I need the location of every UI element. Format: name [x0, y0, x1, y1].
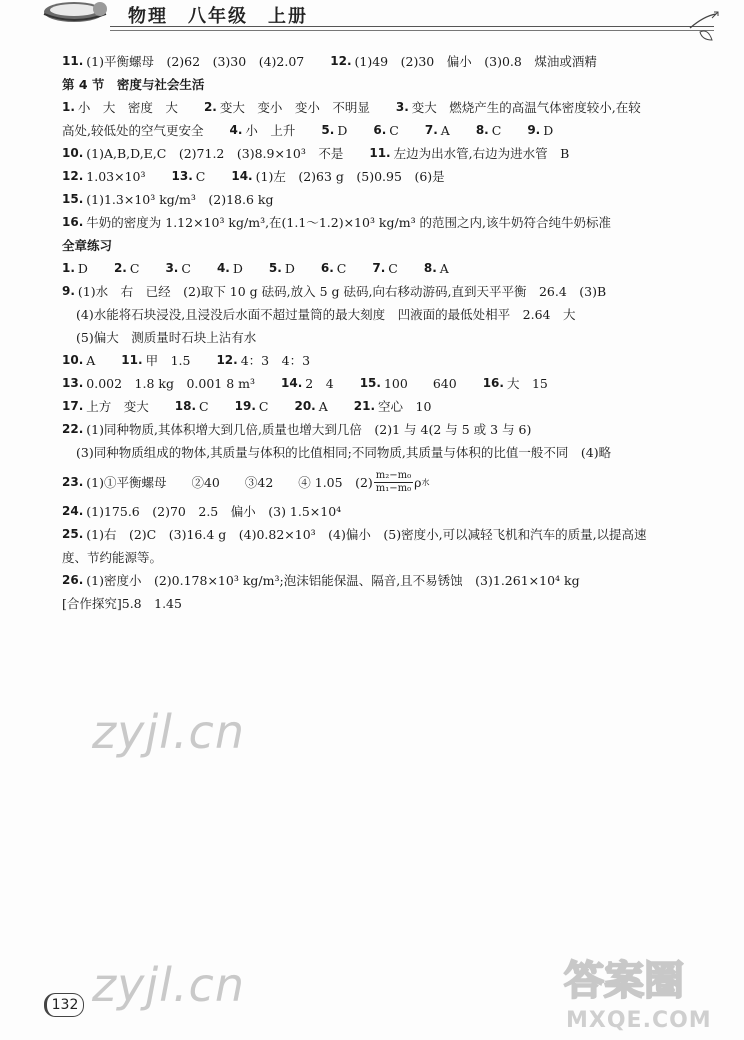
- question-number: 13.: [62, 376, 84, 390]
- question-number: 2.: [203, 100, 217, 114]
- svg-text:答案圈: 答案圈: [564, 958, 684, 1004]
- question-number: 11.: [121, 353, 143, 367]
- question-number: 7.: [424, 123, 438, 137]
- answer-content: [62, 50, 712, 615]
- question-number: 20.: [294, 399, 316, 413]
- question-number: 17.: [62, 399, 84, 413]
- answer-text: 甲 1.5: [145, 353, 191, 368]
- answer-line: [62, 464, 712, 500]
- answer-line: [62, 211, 712, 234]
- answer-line: [62, 372, 712, 395]
- answer-line: [62, 96, 712, 119]
- answer-text: 牛奶的密度为 1.12×10³ kg/m³,在(1.1～1.2)×10³ kg/m³ 的范围之内,该牛奶符合纯牛奶标准: [86, 215, 612, 230]
- answer-line: [62, 500, 712, 523]
- question-number: 10.: [62, 146, 84, 160]
- answer-text: C: [181, 261, 191, 276]
- answer-text: (4)水能将石块浸没,且浸没后水面不超过量筒的最大刻度 凹液面的最低处相平 2.64 大: [76, 307, 576, 322]
- answer-text: 2 4: [305, 376, 334, 391]
- question-number: 8.: [475, 123, 489, 137]
- fraction-denominator: m₁−m₀: [375, 482, 412, 494]
- answer-line: [62, 165, 712, 188]
- answer-text: C: [336, 261, 347, 276]
- question-number: 8.: [423, 261, 437, 275]
- answer-text: 空心 10: [378, 399, 432, 414]
- answer-text: 大 15: [506, 376, 548, 391]
- question-number: 3.: [395, 100, 409, 114]
- formula-fraction: [374, 470, 413, 495]
- question-number: 6.: [373, 123, 387, 137]
- question-number: 4.: [216, 261, 230, 275]
- section-heading: [62, 234, 712, 257]
- question-number: 12.: [330, 54, 352, 68]
- answer-text: 100 640: [383, 376, 457, 391]
- answer-text: D: [337, 123, 348, 138]
- question-number: 1.: [62, 261, 75, 275]
- question-number: 18.: [174, 399, 197, 413]
- question-number: 11.: [369, 146, 391, 160]
- question-number: 23.: [62, 474, 84, 489]
- answer-text: 小 上升: [245, 123, 296, 138]
- answer-line: [62, 142, 712, 165]
- answer-line: [62, 395, 712, 418]
- question-number: 6.: [320, 261, 334, 275]
- section-heading: [62, 73, 712, 96]
- answer-text: (1)A,B,D,E,C (2)71.2 (3)8.9×10³ 不是: [86, 146, 344, 161]
- answer-text: D: [77, 261, 88, 276]
- answer-line: [62, 592, 712, 615]
- answer-text: 上方 变大: [86, 399, 149, 414]
- answer-text: A: [440, 123, 450, 138]
- answer-text: 小 大 密度 大: [77, 100, 178, 115]
- question-number: 5.: [268, 261, 282, 275]
- answer-site-url: MXQE.COM: [566, 1008, 712, 1033]
- answer-text: 度、节约能源等。: [62, 550, 163, 565]
- header-rule: [110, 26, 714, 27]
- density-symbol: ρ: [414, 474, 422, 490]
- answer-text: (1)平衡螺母 (2)62 (3)30 (4)2.07: [86, 54, 305, 69]
- answer-line: [62, 188, 712, 211]
- answer-line: [62, 257, 712, 280]
- answer-text: D: [543, 123, 554, 138]
- question-number: 9.: [527, 123, 541, 137]
- book-emblem-icon: [40, 0, 120, 26]
- fraction-numerator: m₂−m₀: [375, 469, 412, 481]
- answer-text: 1.03×10³: [86, 169, 146, 184]
- answer-text: (1)①平衡螺母 ②40 ③42 ④ 1.05 (2): [86, 474, 373, 490]
- answer-text: 变大 燃烧产生的高温气体密度较小,在较: [411, 100, 641, 115]
- question-number: 15.: [62, 192, 84, 206]
- answer-text: C: [491, 123, 502, 138]
- answer-line: [62, 50, 712, 73]
- answer-text: C: [389, 123, 399, 138]
- watermark-text: zyjl.cn: [92, 705, 245, 759]
- answer-line: [62, 119, 712, 142]
- answer-text: C: [195, 169, 206, 184]
- question-number: 12.: [62, 169, 84, 183]
- answer-line: [62, 441, 712, 464]
- question-number: 11.: [62, 54, 84, 68]
- answer-text: C: [199, 399, 209, 414]
- answer-text: D: [284, 261, 295, 276]
- answer-line: [62, 418, 712, 441]
- question-number: 3.: [165, 261, 179, 275]
- answer-text: C: [129, 261, 140, 276]
- question-number: 13.: [171, 169, 193, 183]
- answer-line: [62, 280, 712, 303]
- answer-text: 左边为出水管,右边为进水管 B: [393, 146, 570, 161]
- answer-text: (1)175.6 (2)70 2.5 偏小 (3) 1.5×10⁴: [86, 504, 342, 519]
- question-number: 7.: [372, 261, 386, 275]
- question-number: 25.: [62, 527, 84, 541]
- answer-text: [合作探究]5.8 1.45: [62, 596, 182, 611]
- question-number: 2.: [113, 261, 127, 275]
- answer-text: (1)左 (2)63 g (5)0.95 (6)是: [255, 169, 445, 184]
- answer-line: [62, 569, 712, 592]
- question-number: 19.: [234, 399, 256, 413]
- answer-line: [62, 349, 712, 372]
- leaf-decoration-icon: [686, 10, 722, 44]
- answer-text: (1)水 右 已经 (2)取下 10 g 砝码,放入 5 g 砝码,向右移动游码,直到天平平衡 26.4 (3)B: [77, 284, 607, 299]
- answer-line: [62, 546, 712, 569]
- header-rule-thin: [110, 30, 714, 31]
- page-number: 132: [44, 993, 84, 1017]
- answer-text: (1)密度小 (2)0.178×10³ kg/m³;泡沫铝能保温、隔音,且不易锈蚀 (3)1.261×10⁴ kg: [86, 573, 580, 588]
- answer-text: A: [86, 353, 96, 368]
- density-subscript: 水: [421, 477, 430, 487]
- section-title: 第 4 节 密度与社会生活: [62, 77, 205, 92]
- question-number: 9.: [62, 284, 75, 298]
- answer-text: 0.002 1.8 kg 0.001 8 m³: [86, 376, 256, 391]
- question-number: 1.: [62, 100, 75, 114]
- watermark-text-bottom: zyjl.cn: [92, 958, 245, 1012]
- answer-line: [62, 326, 712, 349]
- question-number: 26.: [62, 573, 84, 587]
- question-number: 14.: [231, 169, 253, 183]
- answer-text: (1)49 (2)30 偏小 (3)0.8 煤油或酒精: [354, 54, 597, 69]
- question-number: 12.: [216, 353, 238, 367]
- answer-text: A: [439, 261, 449, 276]
- question-number: 14.: [281, 376, 303, 390]
- answer-text: (5)偏大 测质量时石块上沾有水: [76, 330, 257, 345]
- answer-text: (3)同种物质组成的物体,其质量与体积的比值相同;不同物质,其质量与体积的比值一般不同 (4)略: [76, 445, 612, 460]
- answer-text: C: [258, 399, 269, 414]
- question-number: 24.: [62, 504, 84, 518]
- answer-text: 高处,较低处的空气更安全: [62, 123, 204, 138]
- section-title: 全章练习: [62, 238, 113, 253]
- answer-line: [62, 303, 712, 326]
- question-number: 5.: [321, 123, 335, 137]
- answer-text: C: [388, 261, 398, 276]
- answer-text: (1)右 (2)C (3)16.4 g (4)0.82×10³ (4)偏小 (5)密度小,可以减轻飞机和汽车的质量,以提高速: [86, 527, 647, 542]
- question-number: 21.: [353, 399, 376, 413]
- question-number: 10.: [62, 353, 84, 367]
- page-header: [0, 0, 744, 48]
- question-number: 16.: [62, 215, 84, 229]
- question-number: 15.: [359, 376, 381, 390]
- header-title: 物理 八年级 上册: [128, 6, 308, 27]
- answer-text: A: [318, 399, 328, 414]
- answer-text: 变大 变小 变小 不明显: [219, 100, 370, 115]
- answer-line: [62, 523, 712, 546]
- answer-text: 4：3 4：3: [240, 353, 311, 368]
- answer-text: (1)同种物质,其体积增大到几倍,质量也增大到几倍 (2)1 与 4(2 与 5 或 3 与 6): [86, 422, 532, 437]
- answer-text: D: [232, 261, 243, 276]
- question-number: 4.: [229, 123, 243, 137]
- answer-site-logo-icon: [560, 948, 730, 1012]
- answer-text: (1)1.3×10³ kg/m³ (2)18.6 kg: [86, 192, 274, 207]
- question-number: 16.: [482, 376, 504, 390]
- question-number: 22.: [62, 422, 84, 436]
